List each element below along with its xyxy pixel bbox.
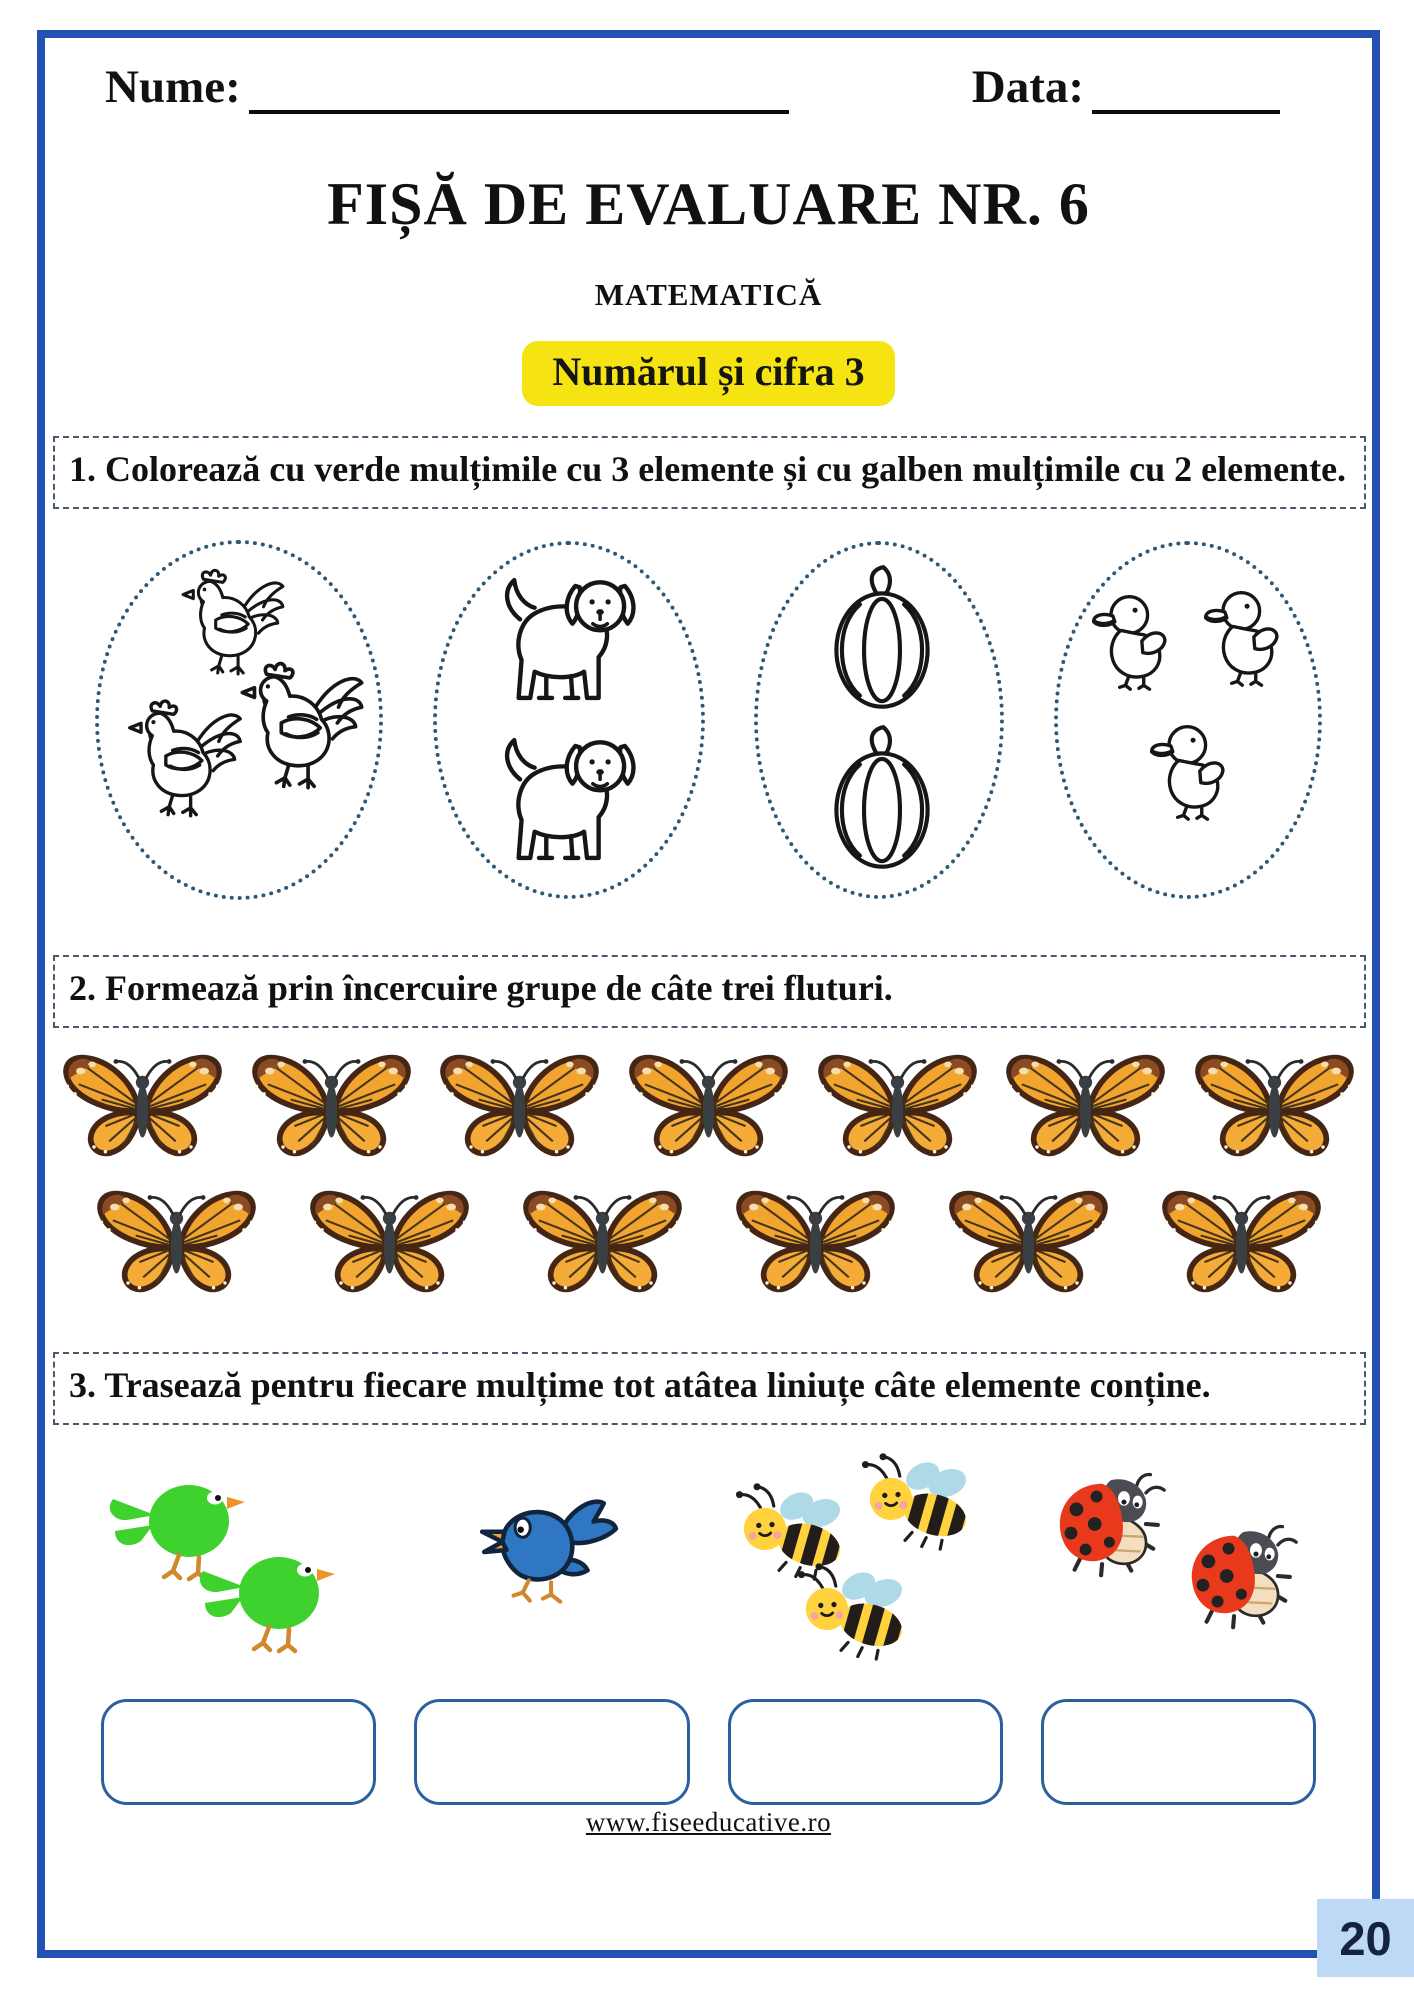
- blue-bird-cluster: [414, 1453, 689, 1691]
- date-label: Data:: [971, 61, 1084, 113]
- butterfly-icon: [511, 1188, 694, 1302]
- task1-box: [53, 436, 1366, 509]
- ladybug-icon: [1181, 1521, 1309, 1631]
- page-number-box: [1317, 1899, 1414, 1977]
- name-underline: [249, 68, 789, 114]
- group-bees: [728, 1453, 1003, 1805]
- task2-box: [53, 955, 1366, 1028]
- butterfly-icon: [724, 1188, 907, 1302]
- footer: [45, 1807, 1372, 1838]
- duck-icon: [1142, 719, 1248, 825]
- group-blue-bird: [414, 1453, 689, 1805]
- duck-icon: [1196, 585, 1302, 691]
- ladybug-icon: [1049, 1469, 1177, 1579]
- topic-badge: Numărul și cifra 3: [522, 341, 894, 406]
- butterfly-icon: [85, 1188, 268, 1302]
- duck-icon: [1084, 589, 1190, 695]
- butterfly-icon: [806, 1052, 989, 1166]
- butterfly-icon: [617, 1052, 800, 1166]
- task1-text: 1. Colorează cu verde mulțimile cu 3 elemente și cu galben mulțimile cu 2 elemente.: [69, 449, 1347, 489]
- task3-text: 3. Trasează pentru fiecare mulțime tot atâtea liniuțe câte elemente conține.: [69, 1365, 1211, 1406]
- dog-icon: [491, 727, 651, 887]
- butterfly-icon: [1183, 1052, 1366, 1166]
- butterfly-icon: [51, 1052, 234, 1166]
- butterfly-icon: [240, 1052, 423, 1166]
- task1-sets-row: [45, 539, 1372, 901]
- butterfly-icon: [298, 1188, 481, 1302]
- blue-bird-icon: [470, 1491, 622, 1613]
- set-oval-ducks: [1054, 541, 1322, 899]
- group-green-birds: [101, 1453, 376, 1805]
- butterfly-icon: [1150, 1188, 1333, 1302]
- topic-badge-wrap: [45, 341, 1372, 406]
- set-oval-pumpkins: [754, 541, 1004, 899]
- answer-box-4: [1041, 1699, 1316, 1805]
- pumpkin-icon: [806, 723, 958, 875]
- chicken-icon: [123, 694, 247, 818]
- task2-text: 2. Formează prin încercuire grupe de câte trei fluturi.: [69, 968, 893, 1009]
- ladybugs-cluster: [1041, 1453, 1316, 1691]
- task3-groups-grid: [101, 1453, 1316, 1805]
- bee-icon: [854, 1453, 986, 1559]
- answer-box-3: [728, 1699, 1003, 1805]
- page-border-frame: [37, 30, 1380, 1958]
- set-oval-chickens: [95, 540, 383, 900]
- butterfly-icon: [937, 1188, 1120, 1302]
- green-birds-cluster: [101, 1453, 376, 1691]
- dog-icon: [491, 567, 651, 727]
- bee-icon: [790, 1563, 922, 1669]
- date-underline: [1092, 68, 1280, 114]
- header-row: [105, 60, 1280, 114]
- chicken-icon: [235, 656, 369, 790]
- green-bird-icon: [193, 1537, 343, 1657]
- answer-box-2: [414, 1699, 689, 1805]
- butterflies-row-1: [51, 1052, 1366, 1166]
- butterflies-row-2: [45, 1188, 1372, 1302]
- subject-label: MATEMATICĂ: [594, 277, 823, 312]
- group-ladybugs: [1041, 1453, 1316, 1805]
- answer-box-1: [101, 1699, 376, 1805]
- set-oval-dogs: [433, 541, 705, 899]
- name-label: Nume:: [105, 61, 241, 113]
- page-title: FIȘĂ DE EVALUARE NR. 6: [327, 171, 1090, 237]
- page-number: 20: [1339, 1911, 1392, 1965]
- butterfly-icon: [428, 1052, 611, 1166]
- pumpkin-icon: [806, 563, 958, 715]
- footer-url-link[interactable]: www.fiseeducative.ro: [585, 1807, 832, 1838]
- task3-box: [53, 1352, 1366, 1425]
- bees-cluster: [728, 1453, 1003, 1691]
- butterfly-icon: [994, 1052, 1177, 1166]
